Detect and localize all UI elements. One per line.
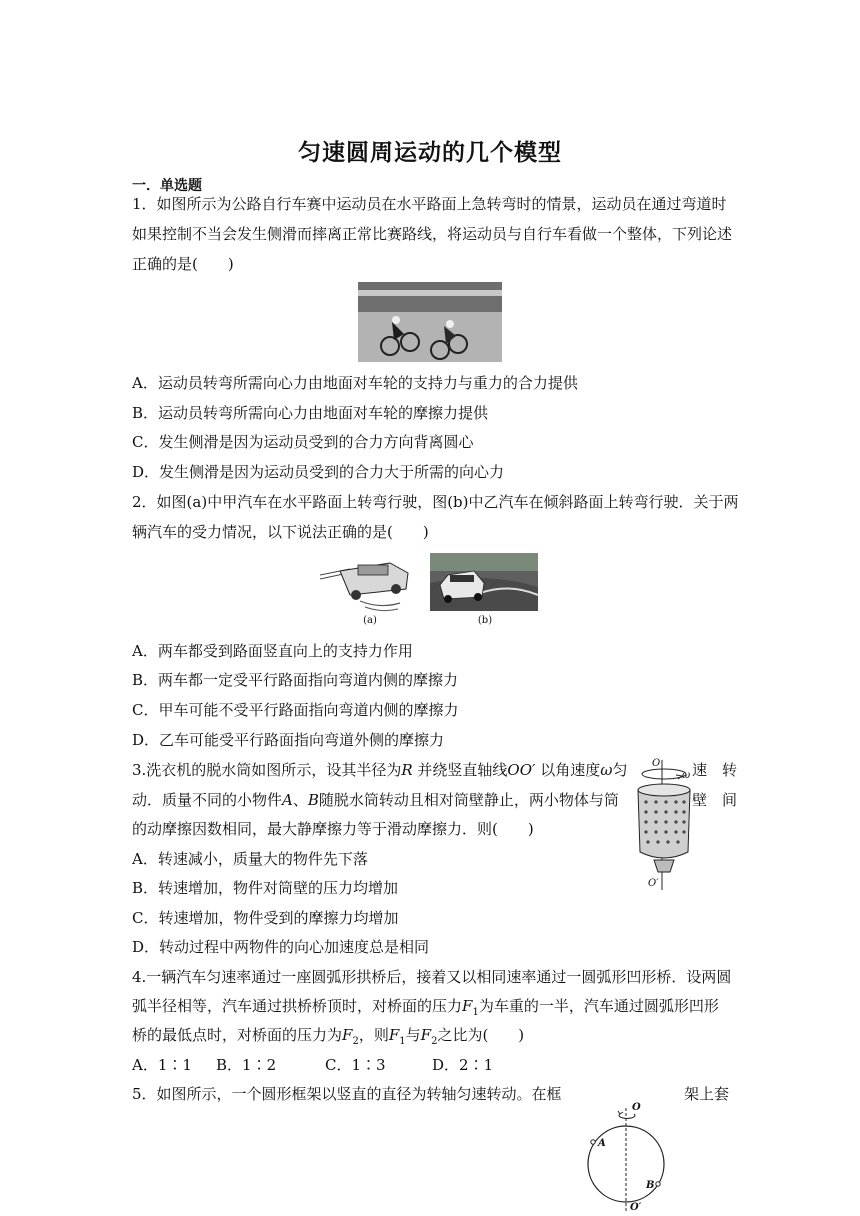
q4-text: 之比为( ) — [437, 1026, 525, 1044]
q3-text: 以角速度 — [540, 761, 601, 779]
q5-line-1: 5．如图所示，一个圆形框架以竖直的直径为转轴匀速转动。在框 — [132, 1085, 562, 1103]
q4-text: 桥的最低点时，对桥面的压力为 — [132, 1026, 343, 1044]
q4-line-3 — [132, 1025, 524, 1052]
caption-b: (b) — [477, 615, 493, 626]
car-a-drawing — [320, 553, 420, 613]
omega-symbol: ω — [600, 761, 613, 779]
car-b-photo — [430, 553, 538, 611]
q1-option-c: C．发生侧滑是因为运动员受到的合力方向背离圆心 — [132, 433, 474, 451]
drum-label-o: O — [652, 758, 661, 769]
object-b-symbol: B — [307, 791, 319, 809]
q2-option-b: B．两车都一定受平行路面指向弯道内侧的摩擦力 — [132, 671, 459, 689]
cyclists-photo — [358, 282, 502, 362]
q4-text: 弧半径相等，汽车通过拱桥桥顶时，对桥面的压力 — [132, 997, 463, 1015]
subscript: 2 — [352, 1036, 359, 1047]
q1-line-3: 正确的是( ) — [132, 255, 234, 273]
q4-text: 与 — [405, 1026, 421, 1044]
q4-option-d: D．2∶1 — [432, 1056, 494, 1074]
q4-line-1: 4.一辆汽车匀速率通过一座圆弧形拱桥后，接着又以相同速率通过一圆弧形凹形桥．设两圆 — [132, 968, 732, 986]
radius-symbol: R — [401, 761, 413, 779]
q1-option-b: B．运动员转弯所需向心力由地面对车轮的摩擦力提供 — [132, 404, 489, 422]
ring-frame-figure — [580, 1102, 680, 1216]
q3-option-b: B．转速增加，物件对筒壁的压力均增加 — [132, 879, 399, 897]
q3-line-3: 的动摩擦因数相同，最大静摩擦力等于滑动摩擦力．则( ) — [132, 820, 534, 838]
drum-label-oprime: O′ — [648, 878, 659, 889]
object-a-symbol: A — [282, 791, 293, 809]
q5-line-1-right: 架上套 — [684, 1085, 730, 1103]
q3-option-a: A．转速减小，质量大的物件先下落 — [132, 850, 368, 868]
q2-line-1: 2．如图(a)中甲汽车在水平路面上转弯行驶，图(b)中乙汽车在倾斜路面上转弯行驶．关于两 — [132, 493, 739, 511]
force-symbol: F — [462, 997, 473, 1015]
caption-a: (a) — [363, 615, 377, 626]
q3-option-d: D．转动过程中两物件的向心加速度总是相同 — [132, 938, 430, 956]
q2-option-c: C．甲车可能不受平行路面指向弯道内侧的摩擦力 — [132, 701, 459, 719]
q2-line-2: 辆汽车的受力情况，以下说法正确的是( ) — [132, 523, 429, 541]
q3-text: 动．质量不同的小物件 — [132, 791, 283, 809]
q3-text: 、 — [292, 791, 308, 809]
subscript: 1 — [399, 1036, 406, 1047]
q1-line-1: 1．如图所示为公路自行车赛中运动员在水平路面上急转弯时的情景，运动员在通过弯道时 — [132, 195, 727, 213]
frame-label-oprime: O′ — [630, 1202, 642, 1213]
frame-label-o: O — [632, 1102, 641, 1113]
q1-option-d: D．发生侧滑是因为运动员受到的合力大于所需的向心力 — [132, 463, 505, 481]
subscript: 1 — [472, 1007, 479, 1018]
q4-option-b: B．1∶2 — [216, 1056, 277, 1074]
q3-line-1-right: 速 转 — [692, 761, 738, 779]
spin-drum-figure — [632, 756, 694, 896]
q2-option-d: D．乙车可能受平行路面指向弯道外侧的摩擦力 — [132, 731, 445, 749]
q3-line-1 — [132, 760, 627, 780]
q1-option-a: A．运动员转弯所需向心力由地面对车轮的支持力与重力的合力提供 — [132, 374, 578, 392]
q4-line-2 — [132, 996, 719, 1023]
q3-text: 3.洗衣机的脱水筒如图所示，设其半径为 — [132, 761, 402, 779]
page-title: 匀速圆周运动的几个模型 — [298, 139, 562, 166]
q4-text: ，则 — [358, 1026, 389, 1044]
q4-text: 为车重的一半，汽车通过圆弧形凹形 — [478, 997, 719, 1015]
q4-option-a: A．1∶1 — [132, 1056, 192, 1074]
q2-option-a: A．两车都受到路面竖直向上的支持力作用 — [132, 642, 413, 660]
q1-line-2: 如果控制不当会发生侧滑而摔离正常比赛路线，将运动员与自行车看做一个整体，下列论述 — [132, 225, 733, 243]
frame-label-a: A — [598, 1138, 606, 1149]
q4-option-c: C．1∶3 — [325, 1056, 386, 1074]
q3-text: 并绕竖直轴线 — [417, 761, 508, 779]
force-symbol: F — [342, 1026, 353, 1044]
frame-label-b: B — [646, 1180, 655, 1191]
subscript: 2 — [431, 1036, 438, 1047]
force-symbol: F — [388, 1026, 400, 1044]
q3-line-2-right: 壁 间 — [692, 791, 738, 809]
drum-label-omega: ω — [682, 770, 691, 781]
q3-text: 随脱水筒转动且相对筒壁静止，两小物体与筒 — [318, 791, 619, 809]
force-symbol: F — [420, 1026, 432, 1044]
section-heading: 一．单选题 — [132, 178, 202, 194]
q3-text: 匀 — [612, 761, 628, 779]
q3-line-2 — [132, 790, 619, 810]
q3-option-c: C．转速增加，物件受到的摩擦力均增加 — [132, 909, 399, 927]
axis-symbol: OO′ — [507, 761, 536, 779]
